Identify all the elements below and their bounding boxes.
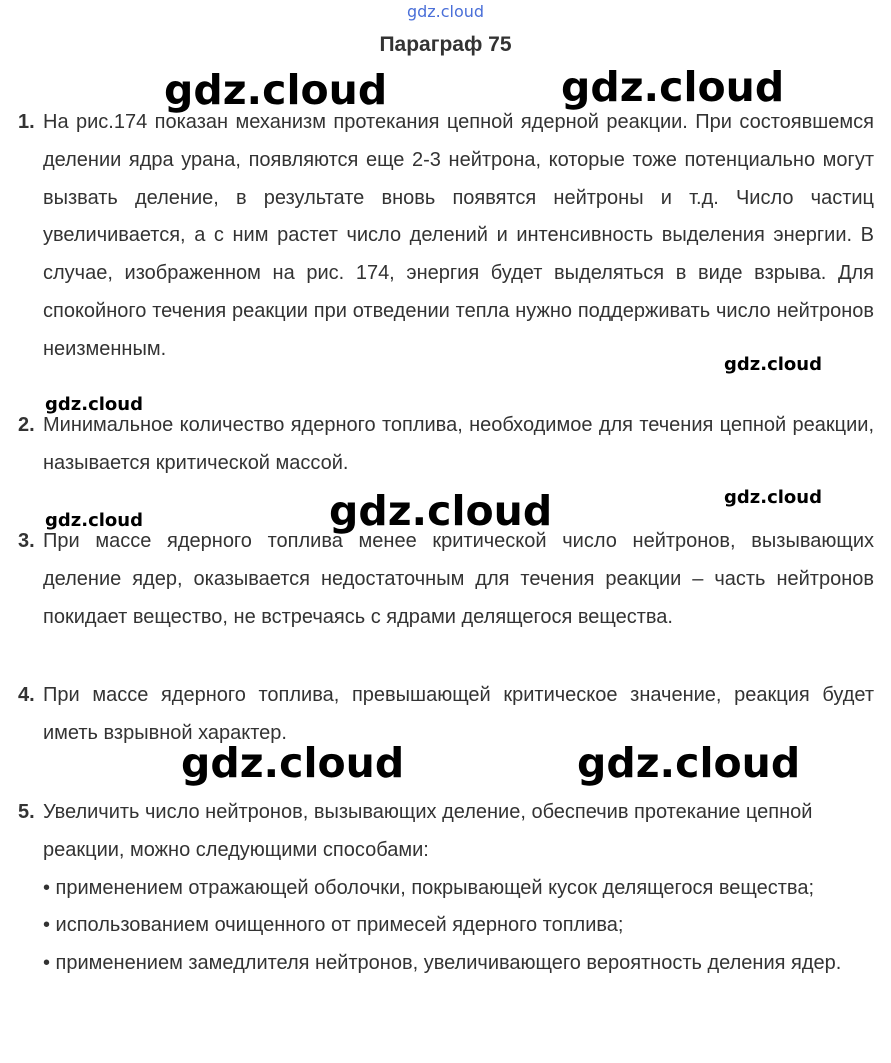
bullet-item: • применением замедлителя нейтронов, увеличивающего вероятность деления ядер. <box>43 952 842 975</box>
bullet-item: • использованием очищенного от примесей ядерного топлива; <box>43 914 624 937</box>
answer-item-1 <box>18 104 874 369</box>
watermark: gdz.cloud <box>561 63 785 111</box>
answer-text: На рис.174 показан механизм протекания цепной ядерной реакции. При состоявшемся делении ядра урана, появляются еще 2-3 нейтрона, которые тоже потенциально могут вызвать деление, в результате вновь появятся нейтроны и т.д. Число частиц увеличивается, а с ним растет число делений и интенсивность выделения энергии. В случае, изображенном на рис. 174, энергия будет выделяться в виде взрыва. Для спокойного течения реакции при отведении тепла нужно поддерживать число нейтронов неизменным. <box>43 111 874 360</box>
answer-text: При массе ядерного топлива, превышающей критическое значение, реакция будет иметь взрывной характер. <box>43 684 874 744</box>
answer-number: 1. <box>18 111 35 133</box>
answer-item-2 <box>18 407 874 483</box>
answer-text: Увеличить число нейтронов, вызывающих деление, обеспечив протекание цепной реакции, можно следующими способами: <box>43 801 813 861</box>
watermark: gdz.cloud <box>577 739 801 787</box>
answer-number: 2. <box>18 414 35 436</box>
watermark: gdz.cloud <box>164 66 388 114</box>
watermark: gdz.cloud <box>329 487 553 535</box>
watermark: gdz.cloud <box>181 739 405 787</box>
watermark: gdz.cloud <box>45 394 143 415</box>
answer-number: 5. <box>18 801 35 823</box>
answer-text: При массе ядерного топлива менее критической число нейтронов, вызывающих деление ядер, оказывается недостаточным для течения реакции – часть нейтронов покидает вещество, не встречаясь с ядрами делящегося вещества. <box>43 530 874 628</box>
bullet-item: • применением отражающей оболочки, покрывающей кусок делящегося вещества; <box>43 876 815 899</box>
answer-text: Минимальное количество ядерного топлива, необходимое для течения цепной реакции, называется критической массой. <box>43 414 874 474</box>
answer-number: 3. <box>18 530 35 552</box>
page-title: Параграф 75 <box>379 33 512 56</box>
watermark: gdz.cloud <box>724 487 822 508</box>
answer-number: 4. <box>18 684 35 706</box>
answer-item-5 <box>18 794 874 983</box>
watermark: gdz.cloud <box>724 354 822 375</box>
watermark: gdz.cloud <box>45 510 143 531</box>
answer-item-3 <box>18 523 874 636</box>
site-watermark-top[interactable]: gdz.cloud <box>406 2 485 21</box>
